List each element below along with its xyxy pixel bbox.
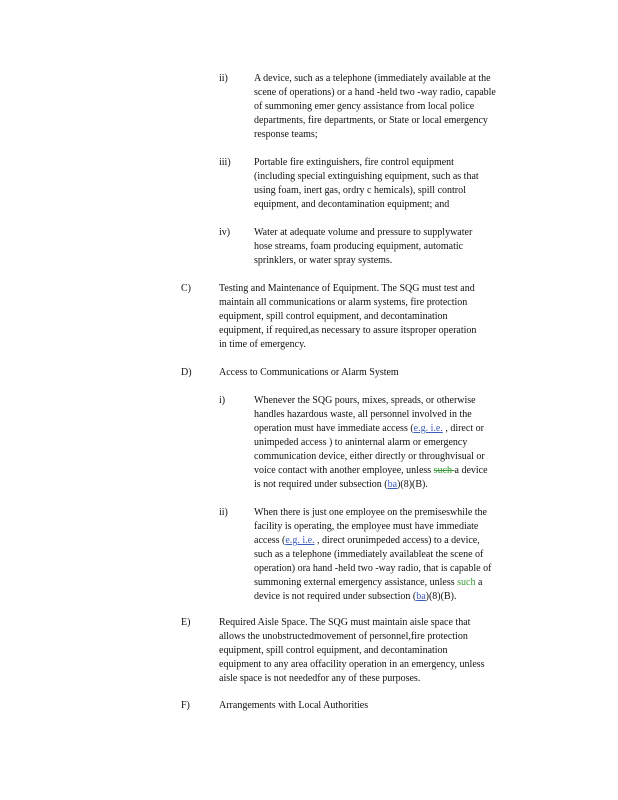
item-label: ii) bbox=[219, 507, 228, 518]
text-line: device is not required under subsection (ba)(8)(B). bbox=[254, 591, 457, 602]
text-line: response teams; bbox=[254, 129, 318, 140]
text-line: When there is just one employee on the premiseswhile the bbox=[254, 507, 487, 518]
paragraph-e bbox=[219, 616, 539, 686]
text-line: Water at adequate volume and pressure to supplywater bbox=[254, 227, 473, 238]
text-line: maintain all communications or alarm systems, fire protection bbox=[219, 297, 468, 308]
paragraph-iii bbox=[254, 156, 529, 212]
text-line: (including special extinguishing equipment, such as that bbox=[254, 171, 479, 182]
text-line: communication device, either directly or throughvisual or bbox=[254, 451, 485, 462]
paragraph-iv bbox=[254, 226, 519, 268]
text-line: is not required under subsection (ba)(8)(B). bbox=[254, 479, 428, 490]
text-line: hose streams, foam producing equipment, automatic bbox=[254, 241, 464, 252]
heading-f bbox=[219, 699, 519, 713]
text-line: using foam, inert gas, ordry c hemicals), spill control bbox=[254, 185, 466, 196]
section-label: F) bbox=[181, 700, 190, 711]
text-line: of summoning emer gency assistance from local police bbox=[254, 101, 475, 112]
text-line: handles hazardous waste, all personnel involved in the bbox=[254, 409, 472, 420]
item-label: iii) bbox=[219, 157, 231, 168]
text-line: Portable fire extinguishers, fire control equipment bbox=[254, 157, 454, 168]
text-line: sprinklers, or water spray systems. bbox=[254, 255, 393, 266]
section-label: C) bbox=[181, 283, 191, 294]
text-line: such as a telephone (immediately availableat the scene of bbox=[254, 549, 484, 560]
text-line: Whenever the SQG pours, mixes, spreads, or otherwise bbox=[254, 395, 476, 406]
text-line: equipment, if required,as necessary to assure itsproper operation bbox=[219, 325, 477, 336]
item-label: i) bbox=[219, 395, 226, 406]
text-line: summoning external emergency assistance, unless such a bbox=[254, 577, 483, 588]
section-label: D) bbox=[181, 367, 192, 378]
text-line: equipment, spill control equipment, and decontamination bbox=[219, 645, 448, 656]
paragraph-ii bbox=[254, 72, 539, 142]
section-label: E) bbox=[181, 617, 191, 628]
text-line: operation) ora hand -held two -way radio, that is capable of bbox=[254, 563, 492, 574]
paragraph-d-i bbox=[254, 394, 534, 492]
text-line: equipment, spill control equipment, and decontamination bbox=[219, 311, 448, 322]
text-line: in time of emergency. bbox=[219, 339, 306, 350]
item-label: iv) bbox=[219, 227, 231, 238]
text-line: Access to Communications or Alarm System bbox=[219, 367, 399, 378]
text-line: scene of operations) or a hand -held two -way radio, capable bbox=[254, 87, 496, 98]
text-line: allows the unobstructedmovement of personnel,fire protection bbox=[219, 631, 468, 642]
paragraph-d-ii bbox=[254, 506, 539, 604]
text-line: facility is operating, the employee must have immediate bbox=[254, 521, 479, 532]
text-line: Arrangements with Local Authorities bbox=[219, 700, 369, 711]
text-line: operation must have immediate access (e.g. i.e. , direct or bbox=[254, 423, 484, 434]
text-line: unimpeded access ) to aninternal alarm or emergency bbox=[254, 437, 468, 448]
text-line: access (e.g. i.e. , direct orunimpeded access) to a device, bbox=[254, 535, 480, 546]
item-label: ii) bbox=[219, 73, 228, 84]
text-line: aisle space is not neededfor any of these purposes. bbox=[219, 673, 421, 684]
text-line: Testing and Maintenance of Equipment. The SQG must test and bbox=[219, 283, 475, 294]
text-line: A device, such as a telephone (immediately available at the bbox=[254, 73, 491, 84]
heading-d bbox=[219, 366, 519, 380]
text-line: voice contact with another employee, unless such a device bbox=[254, 465, 488, 476]
text-line: Required Aisle Space. The SQG must maintain aisle space that bbox=[219, 617, 471, 628]
text-line: equipment to any area offacility operation in an emergency, unless bbox=[219, 659, 485, 670]
text-line: equipment, and decontamination equipment; and bbox=[254, 199, 450, 210]
text-line: departments, fire departments, or State or local emergency bbox=[254, 115, 488, 126]
paragraph-c bbox=[219, 282, 529, 352]
